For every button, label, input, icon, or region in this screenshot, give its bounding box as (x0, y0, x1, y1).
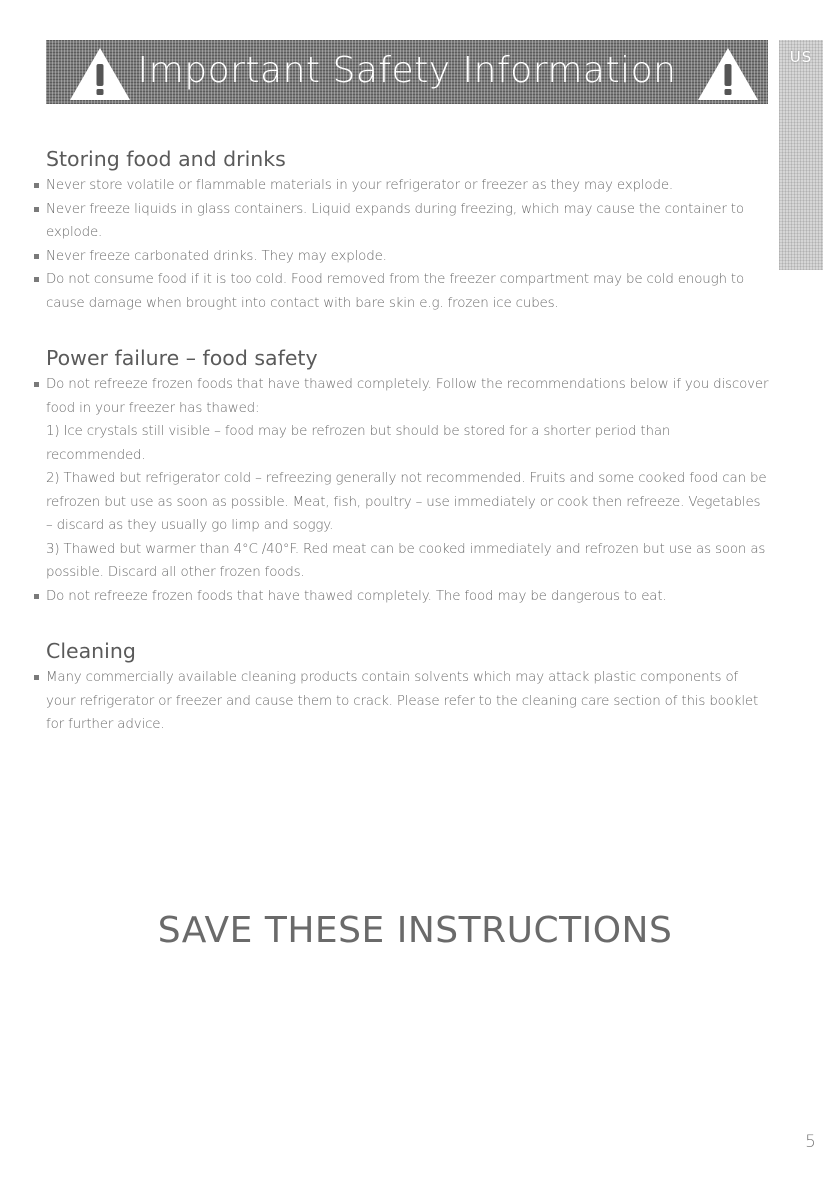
list-item: Many commercially available cleaning products contain solvents which may attack plastic components of your refrigerator or freezer and cause them to crack. Please refer to the cleaning care section of this booklet for further advice. (46, 666, 770, 737)
language-tab (779, 40, 823, 270)
section-title: Storing food and drinks (46, 147, 286, 171)
language-tab-label: US (789, 48, 813, 66)
header-banner (46, 40, 768, 104)
section-title: Cleaning (46, 639, 136, 663)
section-storing-food (46, 144, 770, 315)
main-content (46, 144, 770, 765)
list-item: Never freeze liquids in glass containers. Liquid expands during freezing, which may cause the container to explode. (46, 198, 770, 245)
section-title: Power failure – food safety (46, 346, 318, 370)
list-item: Never freeze carbonated drinks. They may explode. (46, 245, 770, 269)
sub-item: 3) Thawed but warmer than 4°C /40°F. Red meat can be cooked immediately and refrozen but use as soon as possible. Discard all other frozen foods. (46, 541, 766, 580)
list-item: Do not consume food if it is too cold. Food removed from the freezer compartment may be cold enough to cause damage when brought into contact with bare skin e.g. frozen ice cubes. (46, 268, 770, 315)
section-power-failure (46, 343, 770, 608)
page-number: 5 (805, 1132, 816, 1152)
page-title: Important Safety Information (137, 50, 677, 91)
section-cleaning (46, 636, 770, 737)
list-item: Never store volatile or flammable materials in your refrigerator or freezer as they may explode. (46, 174, 770, 198)
bullet-list (46, 174, 770, 315)
bullet-list (46, 373, 770, 608)
warning-triangle-icon (696, 46, 760, 102)
save-instructions-heading: SAVE THESE INSTRUCTIONS (157, 910, 673, 951)
sub-item: 2) Thawed but refrigerator cold – refreezing generally not recommended. Fruits and some cooked food can be refrozen but use as soon as possible. Meat, fish, poultry – use immediately or cook then refreeze. Vegetables – discard as they usually go limp and soggy. (46, 471, 767, 533)
bullet-list (46, 666, 770, 737)
sub-item: 1) Ice crystals still visible – food may be refrozen but should be stored for a shorter period than recommended. (46, 424, 671, 463)
list-item (46, 373, 770, 585)
list-item: Do not refreeze frozen foods that have thawed completely. The food may be dangerous to eat. (46, 585, 770, 609)
list-item-text: Do not refreeze frozen foods that have thawed completely. Follow the recommendations below if you discover food in your freezer has thawed: (46, 377, 769, 416)
